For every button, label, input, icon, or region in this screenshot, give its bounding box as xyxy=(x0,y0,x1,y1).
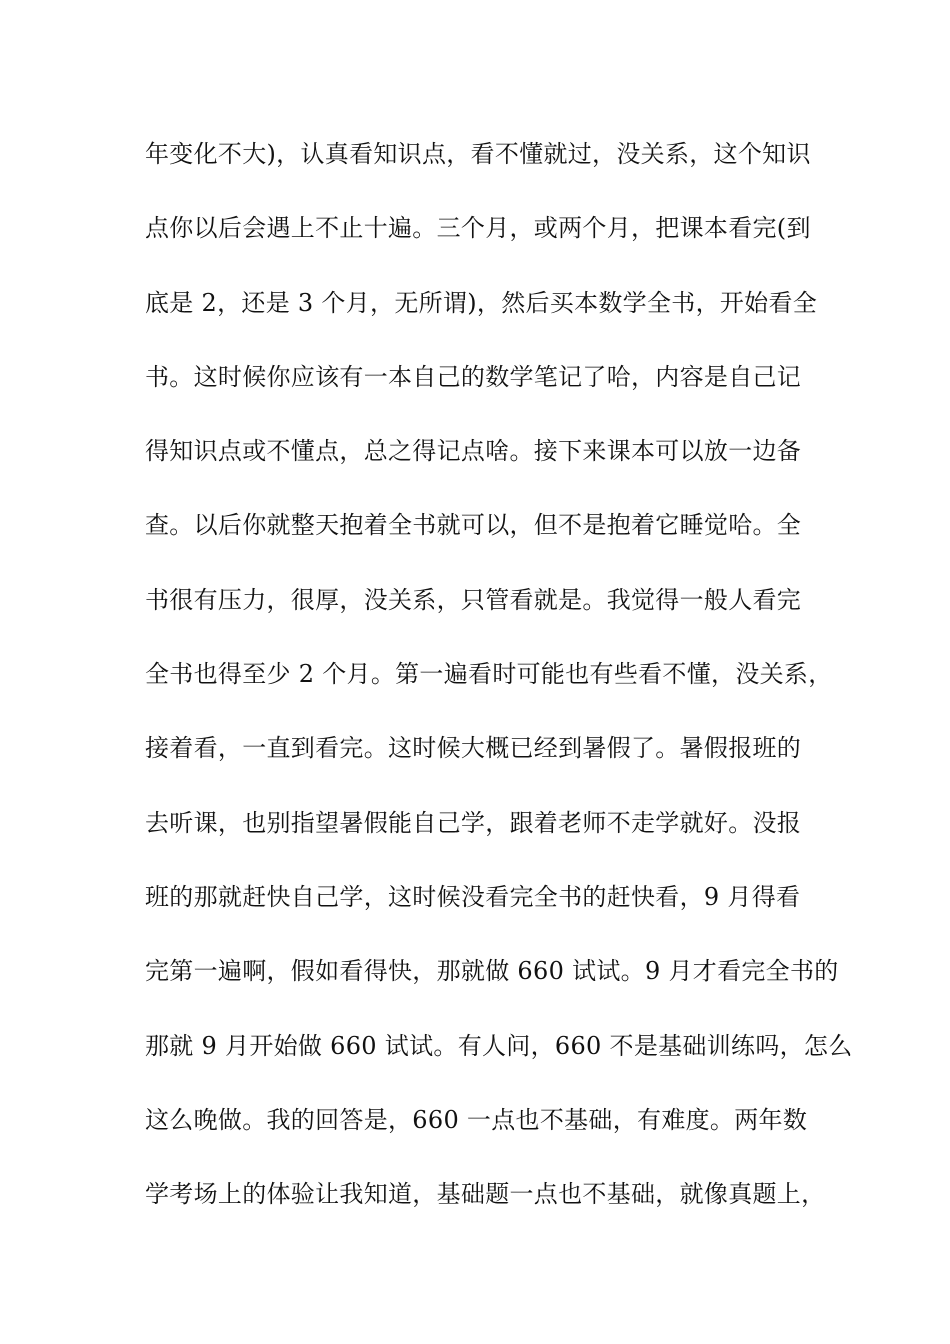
text-line: 那就 9 月开始做 660 试试。有人问，660 不是基础训练吗，怎么 xyxy=(145,1031,853,1060)
text-line: 全书也得至少 2 个月。第一遍看时可能也有些看不懂，没关系， xyxy=(145,660,833,689)
body-text xyxy=(145,130,853,1244)
text-line: 接着看，一直到看完。这时候大概已经到暑假了。暑假报班的 xyxy=(145,734,802,763)
text-line: 底是 2，还是 3 个月，无所谓)，然后买本数学全书，开始看全 xyxy=(145,288,818,317)
text-line: 这么晚做。我的回答是，660 一点也不基础，有难度。两年数 xyxy=(145,1105,808,1134)
text-line: 书。这时候你应该有一本自己的数学笔记了哈，内容是自己记 xyxy=(145,362,802,391)
text-line: 完第一遍啊，假如看得快，那就做 660 试试。9 月才看完全书的 xyxy=(145,957,839,986)
text-line: 查。以后你就整天抱着全书就可以，但不是抱着它睡觉哈。全 xyxy=(145,511,802,540)
text-line: 班的那就赶快自己学，这时候没看完全书的赶快看，9 月得看 xyxy=(145,882,801,911)
text-line: 点你以后会遇上不止十遍。三个月，或两个月，把课本看完(到 xyxy=(145,214,811,243)
text-line: 去听课，也别指望暑假能自己学，跟着老师不走学就好。没报 xyxy=(145,808,802,837)
text-line: 学考场上的体验让我知道，基础题一点也不基础，就像真题上， xyxy=(145,1180,826,1209)
text-line: 年变化不大)，认真看知识点，看不懂就过，没关系，这个知识 xyxy=(145,140,811,168)
text-line: 书很有压力，很厚，没关系，只管看就是。我觉得一般人看完 xyxy=(145,585,802,614)
text-line: 得知识点或不懂点，总之得记点啥。接下来课本可以放一边备 xyxy=(145,437,802,466)
